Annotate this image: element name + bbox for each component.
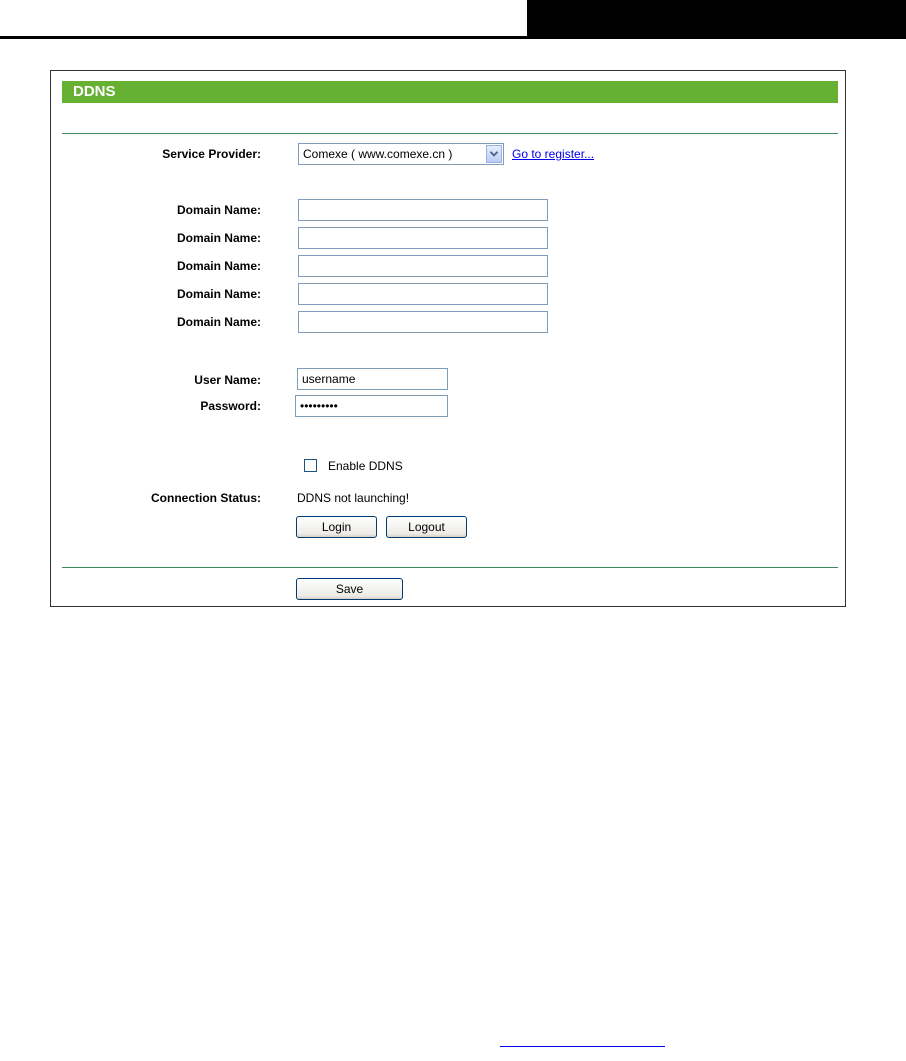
top-divider [62,133,838,134]
go-to-register-link[interactable]: Go to register... [512,147,595,161]
save-button[interactable]: Save [296,578,403,600]
enable-ddns-checkbox[interactable] [304,459,317,472]
chevron-down-icon[interactable] [486,145,502,163]
domain-name-input-3[interactable] [298,255,548,277]
user-name-label: User Name: [194,373,261,387]
connection-status-value: DDNS not launching! [297,491,410,505]
domain-name-input-4[interactable] [298,283,548,305]
domain-name-label-3: Domain Name: [176,259,261,273]
domain-name-label-5: Domain Name: [176,315,261,329]
enable-ddns-label: Enable DDNS [328,459,403,473]
domain-name-input-5[interactable] [298,311,548,333]
service-provider-selected: Comexe ( www.comexe.cn ) [303,147,453,161]
panel-title: DDNS [62,81,838,103]
document-header-block [527,0,906,39]
document-header-rule [0,36,906,39]
user-name-input[interactable] [297,368,448,390]
domain-name-label-2: Domain Name: [176,231,261,245]
domain-name-input-1[interactable] [298,199,548,221]
connection-status-label: Connection Status: [151,491,261,505]
logout-button[interactable]: Logout [386,516,467,538]
service-provider-label: Service Provider: [162,147,261,161]
footer-link-underline [500,1046,665,1047]
service-provider-select[interactable] [298,143,504,165]
domain-name-input-2[interactable] [298,227,548,249]
login-button[interactable]: Login [296,516,377,538]
domain-name-label-4: Domain Name: [176,287,261,301]
password-label: Password: [200,399,261,413]
bottom-divider [62,567,838,568]
ddns-panel [50,70,846,607]
password-input[interactable] [295,395,448,417]
domain-name-label-1: Domain Name: [176,203,261,217]
